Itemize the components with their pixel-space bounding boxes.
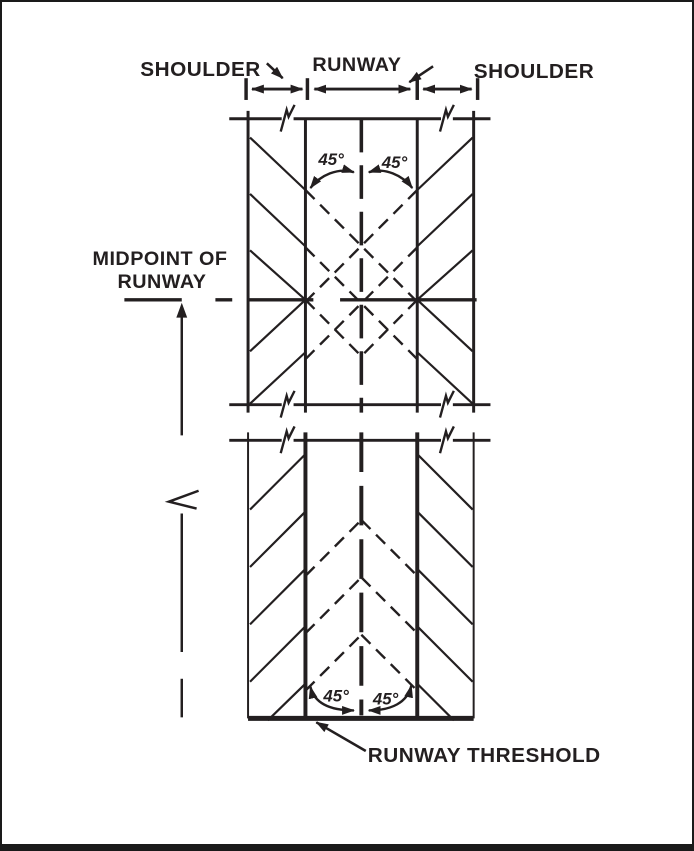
shoulder-hatch-line [250,454,305,509]
dashed-45-marking [361,520,417,576]
threshold-callout [316,722,600,767]
dashed-45-marking [305,635,361,691]
width-dimension-row [246,78,478,100]
line-break-symbol [281,426,295,453]
line-break-symbol [440,426,454,453]
shoulder-hatch-line [250,352,305,403]
shoulder-hatch-line [250,138,305,190]
shoulder-hatch-line [417,569,472,624]
dashed-45-marking [361,577,417,633]
shoulder-hatch-line [417,626,472,681]
runway-marking-diagram [2,2,692,844]
shoulder-left-label: SHOULDER [140,58,261,82]
shoulder-hatch-line [250,194,305,246]
angle-label-top-right: 45° [381,153,408,173]
shoulder-right-label: SHOULDER [473,60,595,84]
shoulder-hatch-line [250,250,305,299]
line-break-symbol [440,105,454,132]
angle-label-bottom-right: 45° [372,689,399,709]
dashed-45-marking [305,300,361,356]
shoulder-hatch-line [250,569,305,624]
angle-label-bottom-left: 45° [323,686,349,706]
shoulder-hatch-line [268,684,306,721]
shoulder-hatch-line [250,626,305,681]
threshold-leader-arrow [316,722,365,751]
dashed-45-marking [305,577,361,633]
line-break-symbol [281,105,295,132]
shoulder-hatch-line [250,512,305,567]
shoulder-hatch-line [417,194,472,246]
angle-label-top-left: 45° [318,150,344,170]
shoulder-hatch-line [417,512,472,567]
runway-threshold-label: RUNWAY THRESHOLD [367,743,601,767]
runway-label: RUNWAY [312,54,402,77]
dashed-45-marking [361,300,417,356]
shoulder-hatch-line [417,138,472,190]
shoulder-hatch-line [417,300,472,351]
shoulder-hatch-line [417,250,472,299]
dashed-45-marking [305,520,361,576]
shoulder-hatch-line [417,684,454,721]
line-break-symbol [440,391,454,418]
dimension-break-symbol [169,491,199,509]
midpoint-label-line1: MIDPOINT OF [92,248,228,271]
shoulder-hatch-line [417,454,472,509]
shoulder-left-leader-arrow [267,63,283,78]
lower-runway-section [229,426,490,720]
line-break-symbol [281,391,295,418]
midpoint-label-line2: RUNWAY [117,270,207,293]
dashed-45-marking [361,635,417,691]
shoulder-hatch-line [250,300,305,351]
upper-runway-section [229,105,490,418]
angle-arc-top-left [310,171,354,188]
shoulder-right-leader-arrow [409,66,433,82]
angle-arc-top-right [369,171,413,188]
